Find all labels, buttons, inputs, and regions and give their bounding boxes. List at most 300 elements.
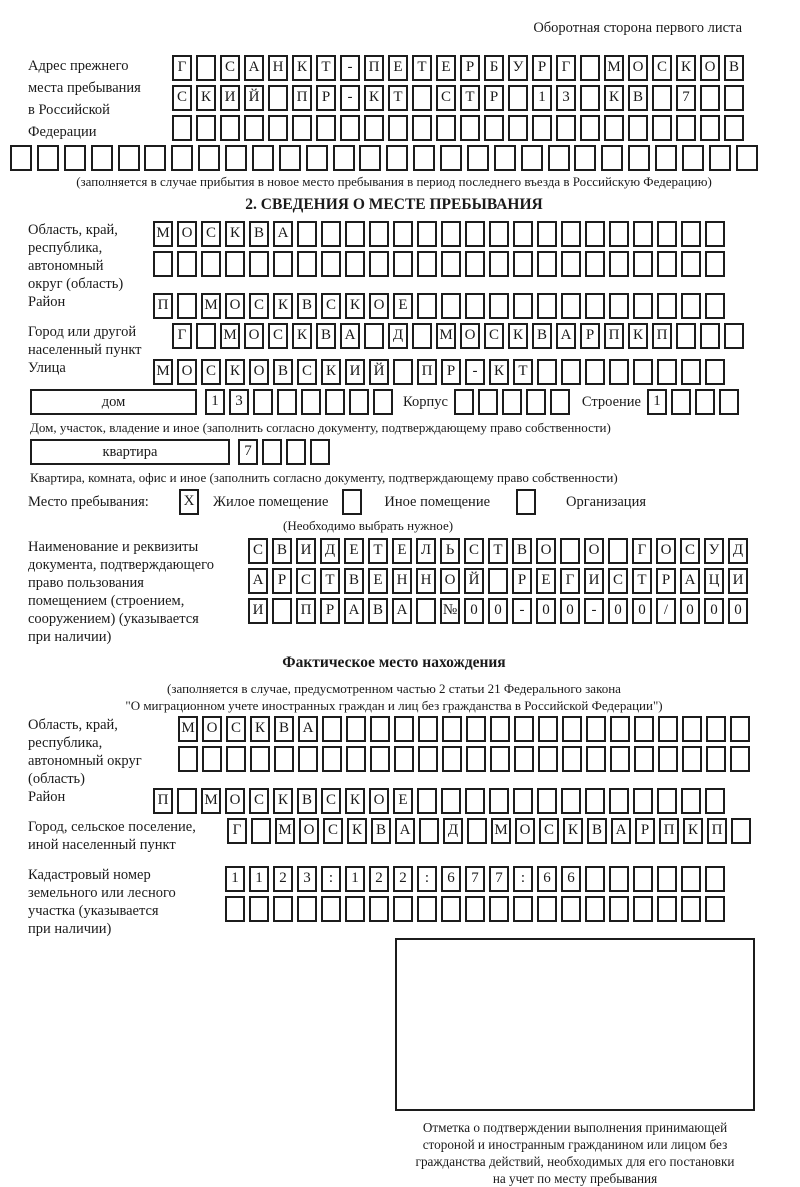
- char-cell[interactable]: К: [345, 293, 365, 319]
- char-cell[interactable]: 0: [464, 598, 484, 624]
- char-cell[interactable]: [310, 439, 330, 465]
- char-cell[interactable]: [609, 251, 629, 277]
- char-cell[interactable]: [548, 145, 570, 171]
- char-cell[interactable]: [144, 145, 166, 171]
- char-cell[interactable]: [321, 896, 341, 922]
- char-cell[interactable]: [585, 896, 605, 922]
- char-cell[interactable]: К: [489, 359, 509, 385]
- char-cell[interactable]: [610, 746, 630, 772]
- char-cell[interactable]: [601, 145, 623, 171]
- char-cell[interactable]: [538, 716, 558, 742]
- char-cell[interactable]: [537, 251, 557, 277]
- char-cell[interactable]: К: [321, 359, 341, 385]
- char-cell[interactable]: [349, 389, 369, 415]
- char-cell[interactable]: Р: [441, 359, 461, 385]
- char-cell[interactable]: Р: [316, 85, 336, 111]
- char-cell[interactable]: [514, 716, 534, 742]
- char-cell[interactable]: С: [226, 716, 246, 742]
- char-cell[interactable]: Г: [632, 538, 652, 564]
- char-cell[interactable]: В: [249, 221, 269, 247]
- char-cell[interactable]: [724, 85, 744, 111]
- char-cell[interactable]: [393, 221, 413, 247]
- char-cell[interactable]: Л: [416, 538, 436, 564]
- char-cell[interactable]: О: [369, 293, 389, 319]
- char-cell[interactable]: [705, 866, 725, 892]
- char-cell[interactable]: [705, 788, 725, 814]
- char-cell[interactable]: 0: [608, 598, 628, 624]
- char-cell[interactable]: [369, 251, 389, 277]
- char-cell[interactable]: [513, 293, 533, 319]
- char-cell[interactable]: [513, 251, 533, 277]
- confirmation-stamp-box[interactable]: [395, 938, 755, 1111]
- char-cell[interactable]: [682, 716, 702, 742]
- char-cell[interactable]: [681, 293, 701, 319]
- char-cell[interactable]: [441, 896, 461, 922]
- char-cell[interactable]: [508, 85, 528, 111]
- char-cell[interactable]: 1: [647, 389, 667, 415]
- char-cell[interactable]: [609, 788, 629, 814]
- char-cell[interactable]: И: [248, 598, 268, 624]
- char-cell[interactable]: [277, 389, 297, 415]
- char-cell[interactable]: В: [297, 293, 317, 319]
- char-cell[interactable]: [488, 568, 508, 594]
- char-cell[interactable]: О: [440, 568, 460, 594]
- char-cell[interactable]: С: [436, 85, 456, 111]
- char-cell[interactable]: Р: [484, 85, 504, 111]
- char-cell[interactable]: Р: [460, 55, 480, 81]
- char-cell[interactable]: Т: [388, 85, 408, 111]
- char-cell[interactable]: [441, 788, 461, 814]
- char-cell[interactable]: [346, 716, 366, 742]
- prev-address-grid-row-3[interactable]: [172, 115, 748, 141]
- char-cell[interactable]: [386, 145, 408, 171]
- char-cell[interactable]: [609, 896, 629, 922]
- char-cell[interactable]: М: [491, 818, 511, 844]
- char-cell[interactable]: 0: [704, 598, 724, 624]
- char-cell[interactable]: М: [604, 55, 624, 81]
- char-cell[interactable]: О: [628, 55, 648, 81]
- char-cell[interactable]: [682, 145, 704, 171]
- char-cell[interactable]: [604, 115, 624, 141]
- actual-city-grid-row[interactable]: [227, 818, 755, 844]
- char-cell[interactable]: [393, 359, 413, 385]
- char-cell[interactable]: [633, 896, 653, 922]
- cadastre-grid-row-1[interactable]: [225, 866, 729, 892]
- char-cell[interactable]: [273, 251, 293, 277]
- char-cell[interactable]: У: [508, 55, 528, 81]
- char-cell[interactable]: [681, 221, 701, 247]
- char-cell[interactable]: [369, 221, 389, 247]
- char-cell[interactable]: [681, 896, 701, 922]
- char-cell[interactable]: Е: [393, 788, 413, 814]
- char-cell[interactable]: [225, 251, 245, 277]
- char-cell[interactable]: 2: [393, 866, 413, 892]
- char-cell[interactable]: [736, 145, 758, 171]
- char-cell[interactable]: С: [680, 538, 700, 564]
- char-cell[interactable]: [556, 115, 576, 141]
- char-cell[interactable]: [118, 145, 140, 171]
- char-cell[interactable]: Е: [344, 538, 364, 564]
- residence-other-premises-checkbox[interactable]: [342, 489, 362, 515]
- char-cell[interactable]: О: [177, 359, 197, 385]
- char-cell[interactable]: [537, 788, 557, 814]
- char-cell[interactable]: О: [369, 788, 389, 814]
- city-grid-row[interactable]: [172, 323, 748, 349]
- char-cell[interactable]: [705, 293, 725, 319]
- char-cell[interactable]: -: [340, 55, 360, 81]
- char-cell[interactable]: [705, 251, 725, 277]
- char-cell[interactable]: Р: [512, 568, 532, 594]
- char-cell[interactable]: И: [584, 568, 604, 594]
- char-cell[interactable]: [251, 818, 271, 844]
- char-cell[interactable]: К: [292, 323, 312, 349]
- char-cell[interactable]: [609, 221, 629, 247]
- char-cell[interactable]: [494, 145, 516, 171]
- char-cell[interactable]: [513, 788, 533, 814]
- char-cell[interactable]: [417, 221, 437, 247]
- char-cell[interactable]: М: [201, 293, 221, 319]
- char-cell[interactable]: К: [364, 85, 384, 111]
- char-cell[interactable]: О: [225, 293, 245, 319]
- house-type-box[interactable]: дом: [30, 389, 197, 415]
- char-cell[interactable]: [465, 221, 485, 247]
- char-cell[interactable]: М: [220, 323, 240, 349]
- char-cell[interactable]: [585, 251, 605, 277]
- char-cell[interactable]: [393, 896, 413, 922]
- char-cell[interactable]: О: [536, 538, 556, 564]
- char-cell[interactable]: [272, 598, 292, 624]
- char-cell[interactable]: [466, 716, 486, 742]
- char-cell[interactable]: [657, 221, 677, 247]
- char-cell[interactable]: [706, 716, 726, 742]
- char-cell[interactable]: [201, 251, 221, 277]
- char-cell[interactable]: [417, 896, 437, 922]
- char-cell[interactable]: [719, 389, 739, 415]
- char-cell[interactable]: -: [465, 359, 485, 385]
- char-cell[interactable]: [705, 359, 725, 385]
- char-cell[interactable]: [628, 115, 648, 141]
- document-grid-row-2[interactable]: [248, 568, 752, 594]
- char-cell[interactable]: [633, 788, 653, 814]
- char-cell[interactable]: [730, 746, 750, 772]
- char-cell[interactable]: О: [244, 323, 264, 349]
- char-cell[interactable]: [489, 896, 509, 922]
- char-cell[interactable]: [441, 293, 461, 319]
- char-cell[interactable]: П: [364, 55, 384, 81]
- char-cell[interactable]: [657, 788, 677, 814]
- char-cell[interactable]: [682, 746, 702, 772]
- char-cell[interactable]: [657, 896, 677, 922]
- char-cell[interactable]: [628, 145, 650, 171]
- char-cell[interactable]: [345, 896, 365, 922]
- char-cell[interactable]: [705, 221, 725, 247]
- char-cell[interactable]: [322, 746, 342, 772]
- char-cell[interactable]: [489, 293, 509, 319]
- char-cell[interactable]: [490, 716, 510, 742]
- char-cell[interactable]: [634, 746, 654, 772]
- char-cell[interactable]: Р: [320, 598, 340, 624]
- char-cell[interactable]: А: [392, 598, 412, 624]
- char-cell[interactable]: [489, 221, 509, 247]
- char-cell[interactable]: Т: [316, 55, 336, 81]
- char-cell[interactable]: [657, 866, 677, 892]
- char-cell[interactable]: Д: [728, 538, 748, 564]
- char-cell[interactable]: Т: [412, 55, 432, 81]
- char-cell[interactable]: [244, 115, 264, 141]
- char-cell[interactable]: [478, 389, 498, 415]
- char-cell[interactable]: 2: [273, 866, 293, 892]
- char-cell[interactable]: С: [484, 323, 504, 349]
- char-cell[interactable]: [562, 716, 582, 742]
- actual-district-grid-row[interactable]: [153, 788, 729, 814]
- char-cell[interactable]: [279, 145, 301, 171]
- char-cell[interactable]: [532, 115, 552, 141]
- char-cell[interactable]: [316, 115, 336, 141]
- char-cell[interactable]: [297, 896, 317, 922]
- char-cell[interactable]: [580, 85, 600, 111]
- prev-address-grid-row-2[interactable]: [172, 85, 748, 111]
- char-cell[interactable]: [373, 389, 393, 415]
- char-cell[interactable]: Й: [244, 85, 264, 111]
- char-cell[interactable]: -: [340, 85, 360, 111]
- char-cell[interactable]: [346, 746, 366, 772]
- char-cell[interactable]: [393, 251, 413, 277]
- char-cell[interactable]: [292, 115, 312, 141]
- char-cell[interactable]: [225, 145, 247, 171]
- char-cell[interactable]: [561, 221, 581, 247]
- char-cell[interactable]: И: [220, 85, 240, 111]
- char-cell[interactable]: [730, 716, 750, 742]
- char-cell[interactable]: Д: [443, 818, 463, 844]
- char-cell[interactable]: К: [347, 818, 367, 844]
- char-cell[interactable]: [560, 538, 580, 564]
- char-cell[interactable]: Й: [464, 568, 484, 594]
- char-cell[interactable]: [609, 293, 629, 319]
- char-cell[interactable]: П: [707, 818, 727, 844]
- char-cell[interactable]: Г: [227, 818, 247, 844]
- char-cell[interactable]: [252, 145, 274, 171]
- char-cell[interactable]: [580, 55, 600, 81]
- char-cell[interactable]: С: [172, 85, 192, 111]
- char-cell[interactable]: [418, 746, 438, 772]
- char-cell[interactable]: [561, 359, 581, 385]
- char-cell[interactable]: Р: [580, 323, 600, 349]
- char-cell[interactable]: О: [700, 55, 720, 81]
- char-cell[interactable]: [177, 251, 197, 277]
- char-cell[interactable]: П: [153, 788, 173, 814]
- char-cell[interactable]: К: [196, 85, 216, 111]
- char-cell[interactable]: [359, 145, 381, 171]
- char-cell[interactable]: [731, 818, 751, 844]
- char-cell[interactable]: [442, 716, 462, 742]
- char-cell[interactable]: [489, 251, 509, 277]
- char-cell[interactable]: [585, 221, 605, 247]
- apartment-type-box[interactable]: квартира: [30, 439, 230, 465]
- char-cell[interactable]: [724, 115, 744, 141]
- char-cell[interactable]: [321, 251, 341, 277]
- char-cell[interactable]: В: [368, 598, 388, 624]
- char-cell[interactable]: [394, 746, 414, 772]
- char-cell[interactable]: А: [556, 323, 576, 349]
- char-cell[interactable]: [657, 293, 677, 319]
- char-cell[interactable]: [417, 293, 437, 319]
- char-cell[interactable]: В: [344, 568, 364, 594]
- char-cell[interactable]: Е: [393, 293, 413, 319]
- char-cell[interactable]: И: [728, 568, 748, 594]
- char-cell[interactable]: О: [515, 818, 535, 844]
- char-cell[interactable]: [286, 439, 306, 465]
- char-cell[interactable]: Г: [560, 568, 580, 594]
- char-cell[interactable]: [709, 145, 731, 171]
- char-cell[interactable]: [364, 115, 384, 141]
- char-cell[interactable]: [502, 389, 522, 415]
- char-cell[interactable]: 0: [536, 598, 556, 624]
- char-cell[interactable]: П: [153, 293, 173, 319]
- char-cell[interactable]: С: [652, 55, 672, 81]
- char-cell[interactable]: /: [656, 598, 676, 624]
- char-cell[interactable]: В: [316, 323, 336, 349]
- char-cell[interactable]: П: [652, 323, 672, 349]
- korpus-cells[interactable]: [454, 389, 574, 415]
- char-cell[interactable]: [370, 716, 390, 742]
- document-grid-row-3[interactable]: [248, 598, 752, 624]
- char-cell[interactable]: [394, 716, 414, 742]
- char-cell[interactable]: Т: [320, 568, 340, 594]
- char-cell[interactable]: [440, 145, 462, 171]
- prev-address-grid-row-1[interactable]: [172, 55, 748, 81]
- char-cell[interactable]: [658, 746, 678, 772]
- char-cell[interactable]: [652, 115, 672, 141]
- char-cell[interactable]: [298, 746, 318, 772]
- region-grid-row-2[interactable]: [153, 251, 729, 277]
- char-cell[interactable]: [412, 85, 432, 111]
- char-cell[interactable]: [416, 598, 436, 624]
- char-cell[interactable]: Р: [635, 818, 655, 844]
- char-cell[interactable]: О: [177, 221, 197, 247]
- char-cell[interactable]: О: [460, 323, 480, 349]
- char-cell[interactable]: [301, 389, 321, 415]
- char-cell[interactable]: [466, 746, 486, 772]
- char-cell[interactable]: [153, 251, 173, 277]
- char-cell[interactable]: [198, 145, 220, 171]
- char-cell[interactable]: Р: [272, 568, 292, 594]
- char-cell[interactable]: 0: [560, 598, 580, 624]
- char-cell[interactable]: [177, 788, 197, 814]
- char-cell[interactable]: [585, 866, 605, 892]
- char-cell[interactable]: Д: [320, 538, 340, 564]
- char-cell[interactable]: [345, 221, 365, 247]
- char-cell[interactable]: Т: [460, 85, 480, 111]
- char-cell[interactable]: Т: [513, 359, 533, 385]
- char-cell[interactable]: [441, 221, 461, 247]
- char-cell[interactable]: С: [608, 568, 628, 594]
- char-cell[interactable]: И: [296, 538, 316, 564]
- char-cell[interactable]: [370, 746, 390, 772]
- char-cell[interactable]: [681, 788, 701, 814]
- char-cell[interactable]: [249, 896, 269, 922]
- char-cell[interactable]: [340, 115, 360, 141]
- char-cell[interactable]: К: [683, 818, 703, 844]
- char-cell[interactable]: О: [299, 818, 319, 844]
- char-cell[interactable]: В: [272, 538, 292, 564]
- char-cell[interactable]: В: [273, 359, 293, 385]
- char-cell[interactable]: 6: [561, 866, 581, 892]
- char-cell[interactable]: [585, 788, 605, 814]
- char-cell[interactable]: С: [323, 818, 343, 844]
- char-cell[interactable]: 2: [369, 866, 389, 892]
- char-cell[interactable]: Г: [556, 55, 576, 81]
- char-cell[interactable]: Д: [388, 323, 408, 349]
- char-cell[interactable]: [526, 389, 546, 415]
- char-cell[interactable]: [274, 746, 294, 772]
- char-cell[interactable]: [537, 896, 557, 922]
- char-cell[interactable]: [585, 293, 605, 319]
- char-cell[interactable]: [513, 221, 533, 247]
- char-cell[interactable]: [10, 145, 32, 171]
- char-cell[interactable]: В: [532, 323, 552, 349]
- char-cell[interactable]: [655, 145, 677, 171]
- char-cell[interactable]: С: [268, 323, 288, 349]
- char-cell[interactable]: [171, 145, 193, 171]
- char-cell[interactable]: [657, 251, 677, 277]
- char-cell[interactable]: С: [321, 788, 341, 814]
- char-cell[interactable]: Н: [392, 568, 412, 594]
- char-cell[interactable]: В: [512, 538, 532, 564]
- char-cell[interactable]: В: [274, 716, 294, 742]
- char-cell[interactable]: В: [628, 85, 648, 111]
- char-cell[interactable]: [364, 323, 384, 349]
- district-grid-row[interactable]: [153, 293, 729, 319]
- char-cell[interactable]: [574, 145, 596, 171]
- char-cell[interactable]: [508, 115, 528, 141]
- char-cell[interactable]: [418, 716, 438, 742]
- char-cell[interactable]: Р: [656, 568, 676, 594]
- char-cell[interactable]: Б: [484, 55, 504, 81]
- char-cell[interactable]: Г: [172, 55, 192, 81]
- char-cell[interactable]: [419, 818, 439, 844]
- char-cell[interactable]: [695, 389, 715, 415]
- char-cell[interactable]: К: [604, 85, 624, 111]
- char-cell[interactable]: [273, 896, 293, 922]
- char-cell[interactable]: [537, 221, 557, 247]
- char-cell[interactable]: 7: [676, 85, 696, 111]
- char-cell[interactable]: А: [611, 818, 631, 844]
- char-cell[interactable]: [196, 115, 216, 141]
- char-cell[interactable]: 1: [345, 866, 365, 892]
- char-cell[interactable]: [388, 115, 408, 141]
- char-cell[interactable]: У: [704, 538, 724, 564]
- char-cell[interactable]: Е: [388, 55, 408, 81]
- char-cell[interactable]: [586, 716, 606, 742]
- char-cell[interactable]: Т: [488, 538, 508, 564]
- char-cell[interactable]: [465, 788, 485, 814]
- char-cell[interactable]: [442, 746, 462, 772]
- char-cell[interactable]: М: [153, 359, 173, 385]
- char-cell[interactable]: А: [395, 818, 415, 844]
- char-cell[interactable]: 3: [297, 866, 317, 892]
- char-cell[interactable]: А: [344, 598, 364, 624]
- char-cell[interactable]: М: [436, 323, 456, 349]
- char-cell[interactable]: [465, 896, 485, 922]
- char-cell[interactable]: Ь: [440, 538, 460, 564]
- char-cell[interactable]: О: [584, 538, 604, 564]
- char-cell[interactable]: №: [440, 598, 460, 624]
- char-cell[interactable]: [268, 115, 288, 141]
- char-cell[interactable]: [633, 293, 653, 319]
- char-cell[interactable]: 7: [238, 439, 258, 465]
- char-cell[interactable]: С: [201, 359, 221, 385]
- char-cell[interactable]: К: [292, 55, 312, 81]
